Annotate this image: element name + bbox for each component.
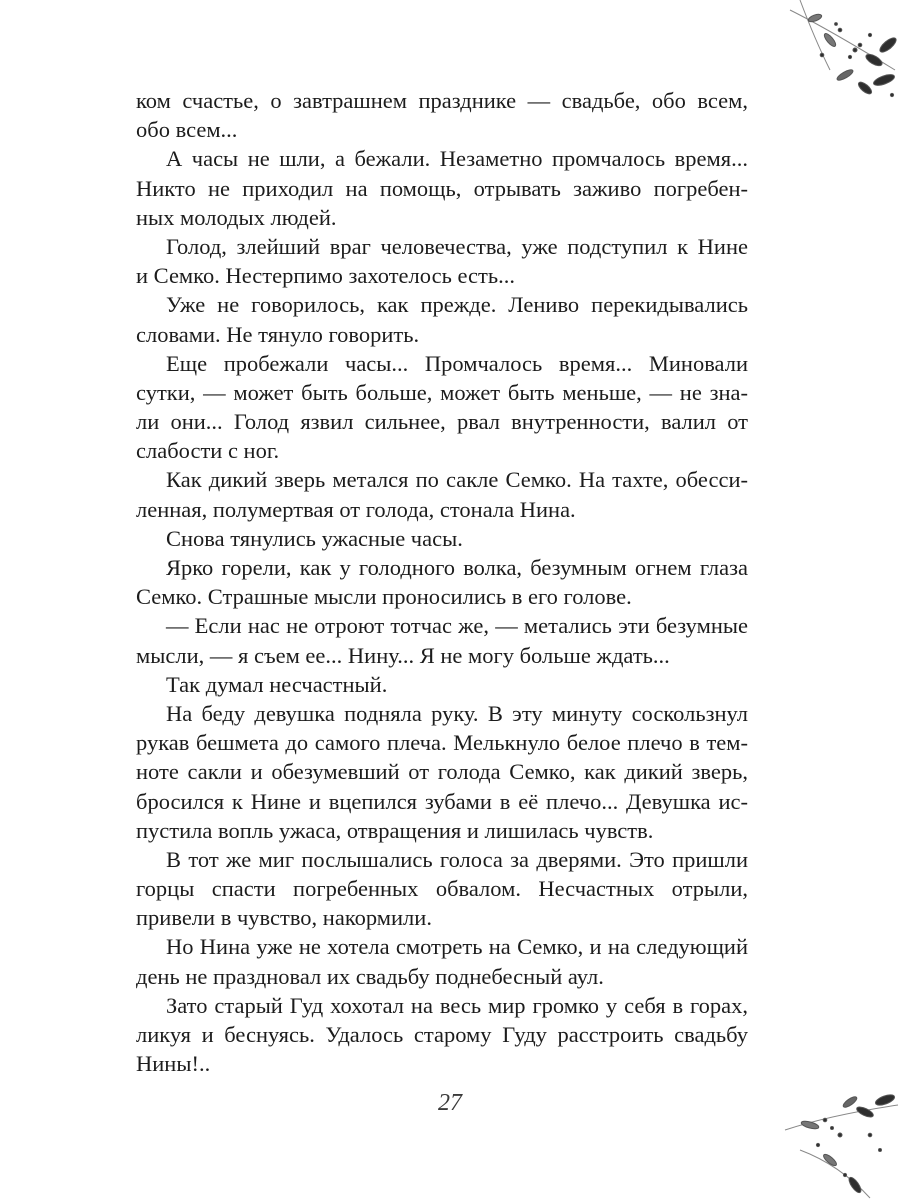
text-line: Ярко горели, как у голодного волка, безумным огнем глаза <box>166 555 748 580</box>
text-line: На беду девушка подняла руку. В эту минуту соскользнул <box>166 700 748 726</box>
text-line: обо всем... <box>136 117 238 143</box>
text-line: привели в чувство, накормили. <box>136 905 432 931</box>
text-line: — Если нас не отроют тотчас же, — метались эти безумные <box>166 613 748 639</box>
text-line: пустила вопль ужаса, отвращения и лишилась чувств. <box>136 817 654 843</box>
text-line: ли они... Голод язвил сильнее, рвал внутренности, валил от <box>136 409 748 435</box>
text-line: сутки, — может быть больше, может быть меньше, — не зна- <box>136 379 748 405</box>
text-line: Голод, злейший враг человечества, уже подступил к Нине <box>166 233 748 259</box>
text-line: ных молодых людей. <box>136 204 337 230</box>
text-line: мысли, — я съем ее... Нину... Я не могу больше ждать... <box>136 642 670 668</box>
text-line: Нины!.. <box>136 1051 211 1077</box>
floral-ornament-bottom-icon <box>770 1090 900 1200</box>
text-line: Как дикий зверь метался по сакле Семко. На тахте, обесси- <box>166 467 748 493</box>
text-line: рукав бешмета до самого плеча. Мелькнуло белое плечо в тем- <box>136 730 748 756</box>
page-body-text <box>136 86 748 1078</box>
text-line: Еще пробежали часы... Промчалось время... Миновали <box>166 350 748 376</box>
text-line: Зато старый Гуд хохотал на весь мир громко у себя в горах, <box>166 992 748 1018</box>
text-line: ликуя и беснуясь. Удалось старому Гуду расстроить свадьбу <box>136 1022 748 1047</box>
text-line: день не праздновал их свадьбу поднебесный аул. <box>136 963 604 989</box>
page-number: 27 <box>438 1090 462 1116</box>
text-line: Уже не говорилось, как прежде. Лениво перекидывались <box>166 292 748 318</box>
text-line: ленная, полумертвая от голода, стонала Нина. <box>136 496 576 522</box>
text-line: Семко. Страшные мысли проносились в его голове. <box>136 584 632 610</box>
text-line: Так думал несчастный. <box>166 671 388 697</box>
text-line: бросился к Нине и вцепился зубами в её плечо... Девушка ис- <box>136 788 748 814</box>
text-line: слабости с ног. <box>136 438 280 464</box>
text-line: словами. Не тянуло говорить. <box>136 321 420 347</box>
text-line: В тот же миг послышались голоса за дверями. Это пришли <box>166 846 748 872</box>
text-line: Никто не приходил на помощь, отрывать заживо погребен- <box>136 175 748 201</box>
text-line: ноте сакли и обезумевший от голода Семко, как дикий зверь, <box>136 759 748 785</box>
text-line: Но Нина уже не хотела смотреть на Семко, и на следующий <box>166 934 748 960</box>
floral-ornament-top-icon <box>770 0 900 110</box>
text-line: А часы не шли, а бежали. Незаметно промчалось время... <box>166 146 748 172</box>
text-line: и Семко. Нестерпимо захотелось есть... <box>136 263 515 289</box>
text-line: горцы спасти погребенных обвалом. Несчастных отрыли, <box>136 876 748 902</box>
text-line: ком счастье, о завтрашнем празднике — свадьбе, обо всем, <box>136 88 748 113</box>
text-line: Снова тянулись ужасные часы. <box>166 525 463 551</box>
